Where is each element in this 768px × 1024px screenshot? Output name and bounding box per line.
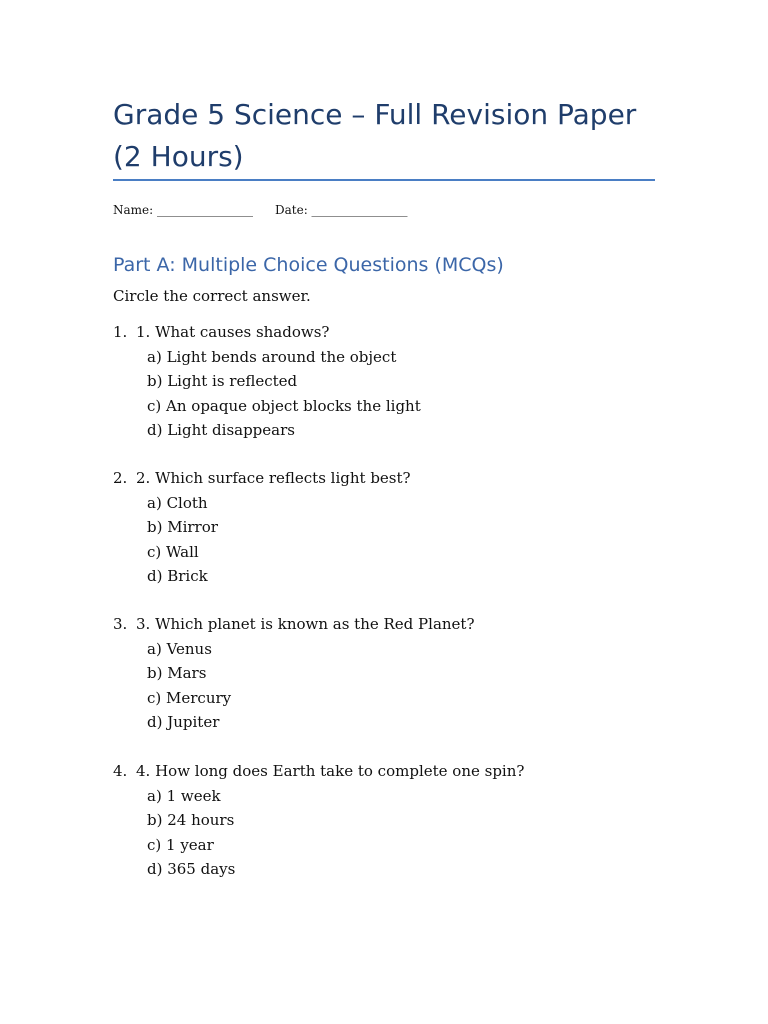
question-number: 1. <box>113 323 128 341</box>
question-1 <box>113 320 673 443</box>
document-title: Grade 5 Science – Full Revision Paper (2 Hours) <box>113 98 637 173</box>
question-4 <box>113 759 673 882</box>
part-a-instructions: Circle the correct answer. <box>113 287 311 305</box>
question-text: 3. Which planet is known as the Red Planet? <box>136 615 475 633</box>
option-c: c) 1 year <box>147 835 214 854</box>
option-b: b) Mars <box>147 664 207 682</box>
option-d: d) 365 days <box>147 860 236 878</box>
option-c: c) Wall <box>147 542 199 561</box>
option-d: d) Brick <box>147 567 208 585</box>
option-c: c) Mercury <box>147 688 232 707</box>
question-number: 3. <box>113 615 128 633</box>
option-a: a) Light bends around the object <box>147 347 397 366</box>
option-b: b) Mirror <box>147 518 218 536</box>
question-number: 2. <box>113 469 128 487</box>
question-text: 4. How long does Earth take to complete one spin? <box>136 762 525 780</box>
option-a: a) Venus <box>147 639 212 658</box>
title-divider <box>113 179 655 181</box>
name-date-line <box>113 202 408 218</box>
option-a: a) Cloth <box>147 493 208 512</box>
option-a: a) 1 week <box>147 786 221 805</box>
question-2 <box>113 466 673 589</box>
question-3 <box>113 612 673 735</box>
question-text: 2. Which surface reflects light best? <box>136 469 411 487</box>
name-field: Name: ________________ <box>113 203 253 217</box>
option-c: c) An opaque object blocks the light <box>147 396 421 415</box>
date-field: Date: ________________ <box>275 203 408 217</box>
option-d: d) Jupiter <box>147 713 220 731</box>
question-number: 4. <box>113 762 128 780</box>
option-d: d) Light disappears <box>147 421 295 439</box>
option-b: b) 24 hours <box>147 811 235 829</box>
question-text: 1. What causes shadows? <box>136 323 330 341</box>
option-b: b) Light is reflected <box>147 372 298 390</box>
part-a-heading: Part A: Multiple Choice Questions (MCQs) <box>113 254 504 276</box>
